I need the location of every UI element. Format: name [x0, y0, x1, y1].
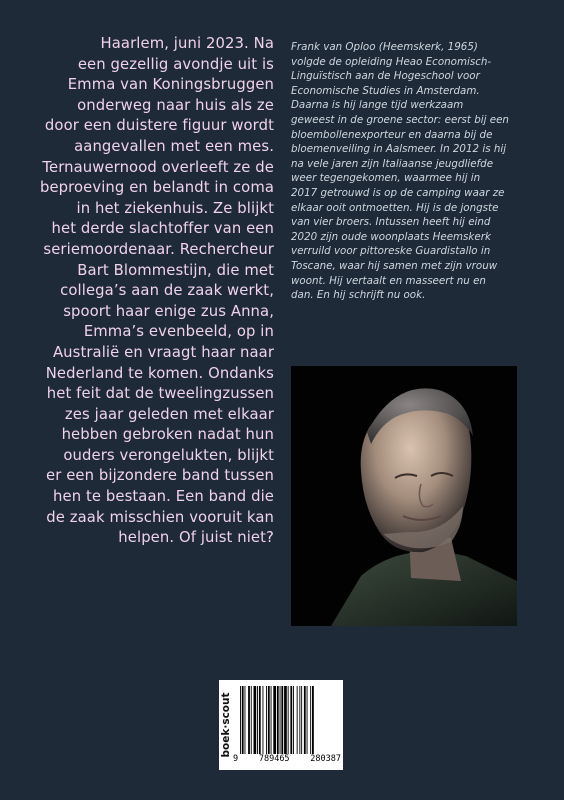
blurb-line: seriemoordenaar. Rechercheur	[43, 240, 274, 258]
bio-line: Daarna is hij lange tijd werkzaam	[291, 99, 464, 112]
blurb-line: in het ziekenhuis. Ze blijkt	[76, 199, 274, 217]
bio-line: weer tegengekomen, waarmee hij in	[291, 172, 481, 185]
isbn-prefix: 9	[233, 754, 239, 764]
author-bio	[291, 40, 531, 303]
blurb-line: collega’s aan de zaak werkt,	[60, 282, 274, 300]
bio-line: Economische Studies in Amsterdam.	[291, 84, 480, 97]
blurb-line: onderweg naar huis als ze	[77, 96, 274, 114]
barcode-bar	[242, 686, 244, 754]
barcode-bar	[240, 686, 241, 754]
blurb-line: de zaak misschien vooruit kan	[46, 508, 274, 526]
blurb-line: Bart Blommestijn, die met	[77, 261, 274, 279]
bio-line: na vele jaren zijn Italiaanse jeugdliefde	[291, 157, 494, 170]
barcode-bar	[293, 686, 294, 754]
bio-line: Frank van Oploo (Heemskerk, 1965)	[291, 41, 478, 53]
blurb-line: het derde slachtoffer van een	[51, 220, 274, 238]
blurb-line: helpen. Of juist niet?	[118, 529, 274, 547]
publisher-logo	[219, 680, 233, 770]
author-portrait-image	[291, 366, 517, 626]
blurb-line: er een bijzondere band tussen	[46, 467, 274, 485]
blurb-line: zes jaar geleden met elkaar	[64, 405, 274, 423]
blurb-line: Haarlem, juni 2023. Na	[100, 35, 274, 52]
blurb-line: door een duistere figuur wordt	[44, 117, 274, 135]
blurb-line: Australië en vraagt haar naar	[52, 343, 274, 361]
isbn-group-left: 789465	[258, 754, 290, 764]
publisher-name: boek·scout	[220, 692, 232, 758]
barcode-bar	[310, 686, 311, 754]
barcode-bar	[299, 686, 300, 754]
barcode-bar	[297, 686, 298, 754]
blurb-line: hen te bestaan. Een band die	[53, 488, 274, 506]
bio-line: woont. Hij vertaalt en masseert nu en	[291, 274, 486, 287]
barcode-bar	[304, 686, 306, 754]
blurb-line: beproeving en belandt in coma	[39, 179, 274, 197]
barcode-bar	[251, 686, 252, 754]
bio-line: volgde de opleiding Heao Economisch-	[291, 55, 492, 68]
blurb-line: ouders verongelukten, blijkt	[63, 446, 274, 464]
bio-line: Toscane, waar hij samen met zijn vrouw	[291, 259, 498, 272]
isbn-barcode	[219, 680, 343, 770]
barcode-bar	[273, 686, 276, 754]
bio-line: geweest in de groene sector: eerst bij een	[291, 113, 509, 126]
barcode-bar	[259, 686, 261, 754]
barcode-bar	[301, 686, 302, 754]
book-blurb	[24, 34, 274, 549]
blurb-line: Ternauwernood overleeft ze de	[42, 158, 274, 176]
blurb-line: een gezellig avondje uit is	[77, 55, 274, 73]
barcode-bar	[290, 686, 292, 754]
barcode-bar	[307, 686, 308, 754]
barcode-bar	[284, 686, 287, 754]
bio-line: verruild voor pittoreske Guardistallo in	[291, 245, 491, 258]
bio-line: 2020 zijn oude woonplaats Heemskerk	[291, 230, 491, 243]
barcode-bars	[239, 686, 339, 754]
bio-line: elkaar ooit ontmoetten. Hij is de jongste	[291, 201, 499, 214]
barcode-bar	[257, 686, 258, 754]
bio-line: bloembollenexporteur en daarna bij de	[291, 128, 493, 141]
barcode-bar	[245, 686, 246, 754]
barcode-bar	[271, 686, 272, 754]
author-photo	[291, 366, 517, 626]
barcode-bar	[254, 686, 257, 754]
bio-line: van vier broers. Intussen heeft hij eind	[291, 216, 491, 229]
blurb-line: spoort haar enige zus Anna,	[63, 302, 274, 320]
barcode-bar	[266, 686, 267, 754]
barcode-bar	[280, 686, 281, 754]
barcode-bar	[268, 686, 270, 754]
barcode-bar	[312, 686, 314, 754]
barcode-bar	[263, 686, 264, 754]
barcode-bar	[277, 686, 279, 754]
blurb-line: Emma van Koningsbruggen	[67, 76, 274, 94]
bio-line: Linguïstisch aan de Hogeschool voor	[291, 70, 480, 83]
barcode-bar	[288, 686, 289, 754]
blurb-line: aangevallen met een mes.	[74, 137, 274, 155]
blurb-line: Nederland te komen. Ondanks	[45, 364, 274, 382]
bio-line: 2017 getrouwd is op de camping waar ze	[291, 186, 505, 199]
barcode-bar	[248, 686, 250, 754]
blurb-line: hebben gebroken nadat hun	[61, 426, 274, 444]
isbn-number	[233, 754, 341, 764]
blurb-line: Emma’s evenbeeld, op in	[83, 323, 274, 341]
barcode-bar	[281, 686, 283, 754]
isbn-group-right: 280387	[310, 754, 341, 764]
bio-line: bloemenveiling in Aalsmeer. In 2012 is hij	[291, 143, 507, 156]
blurb-line: het feit dat de tweelingzussen	[46, 385, 274, 403]
bio-line: dan. En hij schrijft nu ook.	[291, 289, 426, 302]
